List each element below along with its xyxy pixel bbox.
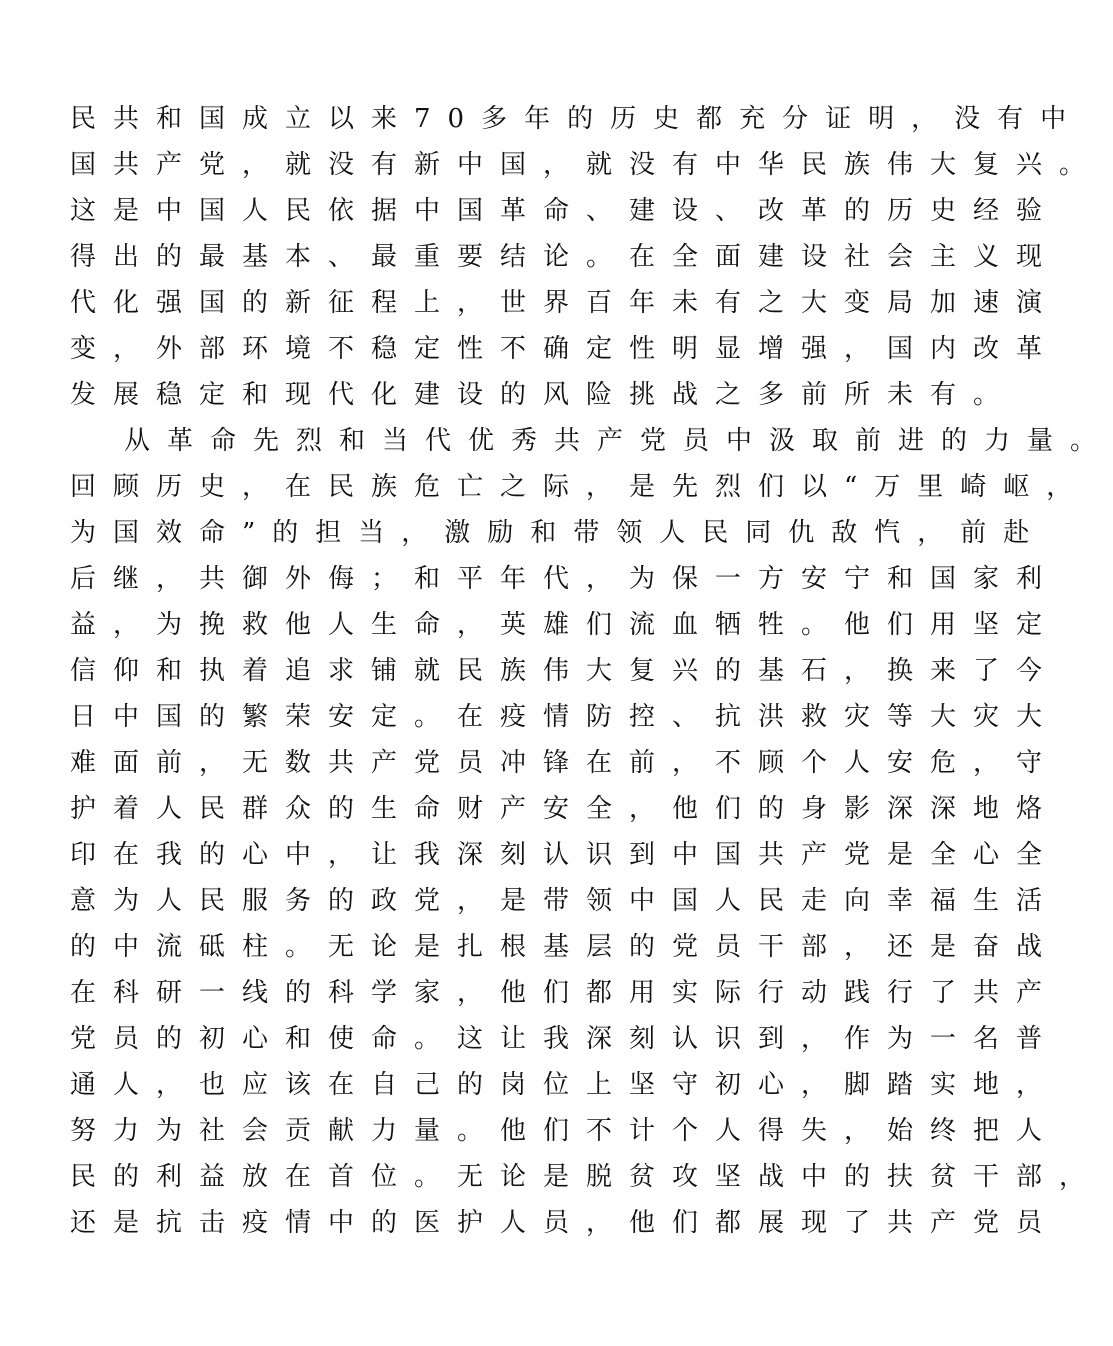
text-line: 民共和国成立以来70多年的历史都充分证明，没有中 bbox=[70, 104, 1084, 134]
text-line: 努力为社会贡献力量。他们不计个人得失，始终把人 bbox=[70, 1116, 1060, 1146]
text-line: 还是抗击疫情中的医护人员，他们都展现了共产党员 bbox=[70, 1208, 1060, 1238]
text-line: 为国效命”的担当，激励和带领人民同仇敌忾，前赴 bbox=[70, 518, 1047, 548]
text-line: 在科研一线的科学家，他们都用实际行动践行了共产 bbox=[70, 978, 1060, 1008]
text-line: 代化强国的新征程上，世界百年未有之大变局加速演 bbox=[70, 288, 1060, 318]
body-text bbox=[70, 96, 1113, 1246]
text-line: 后继，共御外侮；和平年代，为保一方安宁和国家利 bbox=[70, 564, 1060, 594]
text-line: 信仰和执着追求铺就民族伟大复兴的基石，换来了今 bbox=[70, 656, 1060, 686]
text-line: 回顾历史，在民族危亡之际，是先烈们以“万里崎岖， bbox=[70, 472, 1090, 502]
text-line: 民的利益放在首位。无论是脱贫攻坚战中的扶贫干部， bbox=[70, 1162, 1103, 1192]
text-line: 这是中国人民依据中国革命、建设、改革的历史经验 bbox=[70, 196, 1060, 226]
text-line: 党员的初心和使命。这让我深刻认识到，作为一名普 bbox=[70, 1024, 1060, 1054]
paragraph-start-line: 从革命先烈和当代优秀共产党员中汲取前进的力量。 bbox=[124, 426, 1113, 456]
text-line: 得出的最基本、最重要结论。在全面建设社会主义现 bbox=[70, 242, 1060, 272]
text-line: 发展稳定和现代化建设的风险挑战之多前所未有。 bbox=[70, 380, 1017, 410]
text-line: 的中流砥柱。无论是扎根基层的党员干部，还是奋战 bbox=[70, 932, 1060, 962]
text-line: 印在我的心中，让我深刻认识到中国共产党是全心全 bbox=[70, 840, 1060, 870]
text-line: 护着人民群众的生命财产安全，他们的身影深深地烙 bbox=[70, 794, 1060, 824]
text-line: 日中国的繁荣安定。在疫情防控、抗洪救灾等大灾大 bbox=[70, 702, 1060, 732]
text-line: 益，为挽救他人生命，英雄们流血牺牲。他们用坚定 bbox=[70, 610, 1060, 640]
text-line: 难面前，无数共产党员冲锋在前，不顾个人安危，守 bbox=[70, 748, 1060, 778]
text-line: 变，外部环境不稳定性不确定性明显增强，国内改革 bbox=[70, 334, 1060, 364]
text-line: 国共产党，就没有新中国，就没有中华民族伟大复兴。 bbox=[70, 150, 1103, 180]
text-line: 通人，也应该在自己的岗位上坚守初心，脚踏实地， bbox=[70, 1070, 1060, 1100]
text-line: 意为人民服务的政党，是带领中国人民走向幸福生活 bbox=[70, 886, 1060, 916]
